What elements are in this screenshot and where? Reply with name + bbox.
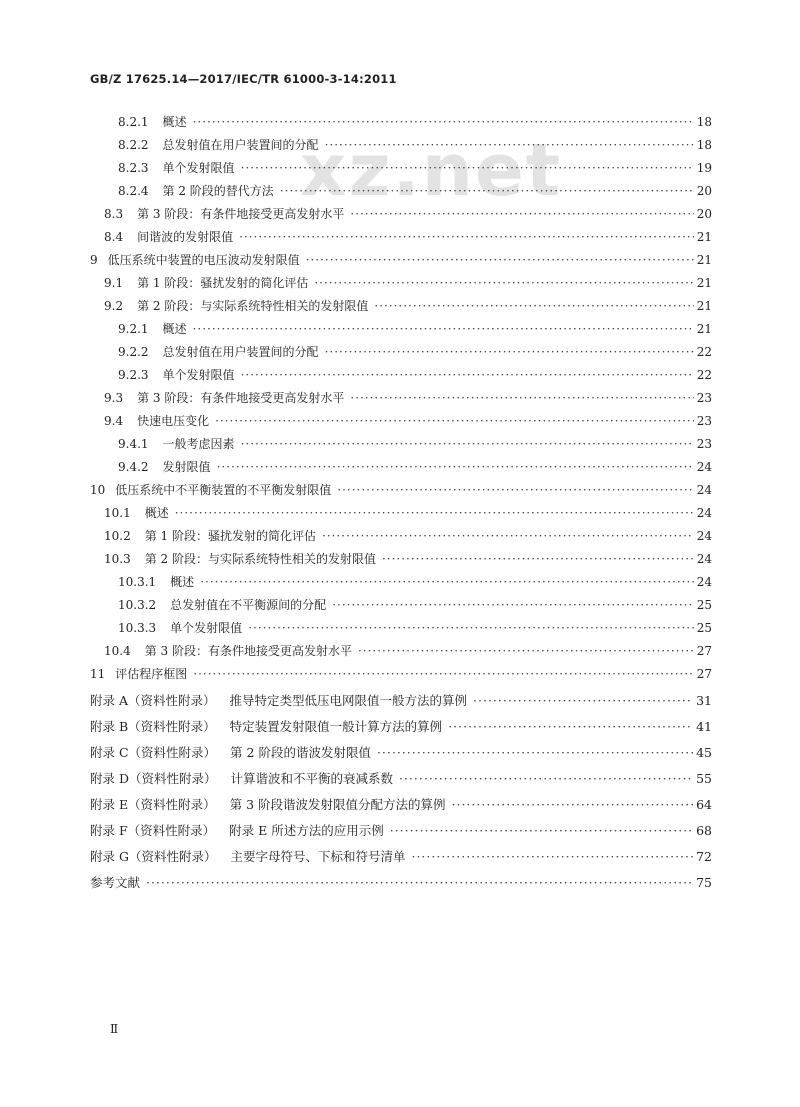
- toc-entry-title: 第 1 阶段：骚扰发射的简化评估: [144, 529, 316, 543]
- toc-entry-title: 低压系统中装置的电压波动发射限值: [107, 253, 300, 267]
- toc-entry-title: 单个发射限值: [162, 161, 235, 175]
- toc-entry-page: 55: [696, 771, 712, 786]
- toc-entry[interactable]: [118, 596, 712, 613]
- toc-entry[interactable]: [118, 435, 712, 452]
- toc-leader-dots: [399, 771, 693, 786]
- toc-entry-title: 间谐波的发射限值: [137, 230, 234, 244]
- toc-entry-number: 附录 E（资料性附录）: [90, 797, 216, 812]
- toc-entry-number: 9.4: [104, 414, 124, 428]
- toc-entry-page: 21: [696, 276, 712, 290]
- watermark-logo: xz.net: [300, 128, 563, 212]
- toc-leader-dots: [146, 875, 693, 890]
- toc-entry[interactable]: [118, 320, 712, 337]
- toc-entry-title: 快速电压变化: [137, 414, 210, 428]
- toc-entry-page: 64: [696, 797, 712, 812]
- toc-entry-title: 总发射值在用户装置间的分配: [162, 345, 319, 359]
- toc-entry-annex-g[interactable]: [90, 847, 712, 865]
- toc-entry-title: 单个发射限值: [170, 621, 243, 635]
- toc-entry-page: 25: [696, 621, 712, 635]
- toc-entry-page: 20: [696, 207, 712, 221]
- toc-entry-number: 附录 D（资料性附录）: [90, 771, 217, 786]
- toc-leader-dots: [350, 391, 693, 405]
- toc-entry[interactable]: [104, 504, 712, 521]
- toc-entry[interactable]: [104, 412, 712, 429]
- toc-entry-number: 10.3.2: [118, 598, 157, 612]
- toc-leader-dots: [193, 667, 693, 681]
- toc-leader-dots: [241, 161, 694, 175]
- toc-entry[interactable]: [90, 251, 712, 268]
- toc-entry-number: 附录 F（资料性附录）: [90, 823, 216, 838]
- toc-entry-page: 75: [696, 875, 712, 890]
- toc-entry-number: 9.4.1: [118, 437, 149, 451]
- toc-entry-title: 概述: [144, 506, 169, 520]
- toc-entry-page: 21: [696, 253, 712, 267]
- toc-entry[interactable]: [104, 642, 712, 659]
- toc-leader-dots: [215, 414, 694, 428]
- toc-entry-title: 主要字母符号、下标和符号清单: [230, 849, 406, 864]
- toc-leader-dots: [332, 598, 694, 612]
- toc-leader-dots: [314, 276, 693, 290]
- toc-leader-dots: [239, 230, 694, 244]
- toc-entry-page: 23: [696, 391, 712, 405]
- toc-leader-dots: [382, 552, 694, 566]
- toc-entry-title: 概述: [162, 322, 187, 336]
- toc-entry-annex-d[interactable]: [90, 769, 712, 787]
- toc-entry[interactable]: [118, 366, 712, 383]
- toc-entry[interactable]: [104, 228, 712, 245]
- toc-entry[interactable]: [118, 136, 712, 153]
- toc-entry-number: 10: [90, 483, 106, 497]
- toc-leader-dots: [377, 745, 693, 760]
- toc-leader-dots: [325, 345, 694, 359]
- toc-entry[interactable]: [104, 550, 712, 567]
- toc-leader-dots: [325, 138, 694, 152]
- toc-entry-number: 8.4: [104, 230, 124, 244]
- toc-leader-dots: [306, 253, 694, 267]
- toc-entry-page: 24: [696, 460, 712, 474]
- toc-entry-title: 低压系统中不平衡装置的不平衡发射限值: [115, 483, 332, 497]
- toc-leader-dots: [241, 368, 694, 382]
- toc-entry[interactable]: [118, 343, 712, 360]
- toc-entry-page: 23: [696, 437, 712, 451]
- toc-leader-dots: [241, 437, 694, 451]
- toc-entry-page: 18: [696, 138, 712, 152]
- toc-entry-number: 9.2: [104, 299, 124, 313]
- toc-entry-page: 27: [696, 644, 712, 658]
- toc-entry[interactable]: [118, 458, 712, 475]
- toc-entry-number: 9.2.1: [118, 322, 149, 336]
- toc-entry-title: 第 2 阶段：与实际系统特性相关的发射限值: [137, 299, 369, 313]
- toc-entry-number: 8.2.1: [118, 115, 149, 129]
- toc-entry[interactable]: [118, 619, 712, 636]
- toc-entry-annex-e[interactable]: [90, 795, 712, 813]
- toc-entry-page: 24: [696, 506, 712, 520]
- toc-entry[interactable]: [118, 113, 712, 130]
- toc-entry-page: 23: [696, 414, 712, 428]
- toc-entry-page: 31: [696, 693, 712, 708]
- toc-entry-page: 25: [696, 598, 712, 612]
- toc-entry[interactable]: [118, 159, 712, 176]
- toc-entry-title: 附录 E 所述方法的应用示例: [229, 823, 384, 838]
- toc-entry-annex-c[interactable]: [90, 743, 712, 761]
- toc-entry-number: 9.3: [104, 391, 124, 405]
- toc-entry-annex-a[interactable]: [90, 691, 712, 709]
- toc-entry[interactable]: [90, 481, 712, 498]
- toc-entry-number: 9: [90, 253, 98, 267]
- toc-entry-annex-f[interactable]: [90, 821, 712, 839]
- toc-entry-page: 22: [696, 345, 712, 359]
- toc-leader-dots: [411, 849, 693, 864]
- toc-entry-page: 27: [696, 667, 712, 681]
- toc-leader-dots: [452, 797, 694, 812]
- toc-entry-page: 21: [696, 322, 712, 336]
- toc-entry[interactable]: [90, 665, 712, 682]
- toc-leader-dots: [358, 644, 694, 658]
- toc-entry-page: 41: [696, 719, 712, 734]
- toc-entry-number: 9.2.3: [118, 368, 149, 382]
- toc-leader-dots: [448, 719, 693, 734]
- toc-entry-title: 概述: [170, 575, 195, 589]
- toc-leader-dots: [337, 483, 693, 497]
- toc-entry-title: 第 3 阶段：有条件地接受更高发射水平: [137, 391, 345, 405]
- toc-entry-number: 附录 B（资料性附录）: [90, 719, 216, 734]
- toc-entry-number: 9.1: [104, 276, 124, 290]
- toc-entry-number: 10.4: [104, 644, 131, 658]
- toc-entry-title: 第 2 阶段的替代方法: [162, 184, 274, 198]
- toc-leader-dots: [350, 207, 693, 221]
- toc-entry-number: 8.2.2: [118, 138, 149, 152]
- toc-leader-dots: [200, 575, 694, 589]
- toc-entry-page: 24: [696, 552, 712, 566]
- page-number-footer: Ⅱ: [110, 1022, 119, 1036]
- toc-entry-page: 24: [696, 529, 712, 543]
- toc-entry-title: 第 3 阶段谐波发射限值分配方法的算例: [229, 797, 446, 812]
- document-code-header: GB/Z 17625.14—2017/IEC/TR 61000-3-14:2011: [90, 72, 397, 86]
- toc-entry-number: 附录 C（资料性附录）: [90, 745, 217, 760]
- toc-entry-title: 参考文献: [90, 875, 141, 890]
- toc-entry-page: 24: [696, 575, 712, 589]
- toc-entry-number: 10.3: [104, 552, 131, 566]
- toc-entry-title: 特定装置发射限值一般计算方法的算例: [229, 719, 443, 734]
- toc-entry[interactable]: [104, 389, 712, 406]
- toc-entry-page: 19: [696, 161, 712, 175]
- toc-entry-number: 10.3.3: [118, 621, 157, 635]
- toc-entry-title: 概述: [162, 115, 187, 129]
- toc-entry[interactable]: [118, 573, 712, 590]
- toc-leader-dots: [193, 115, 694, 129]
- toc-entry-page: 24: [696, 483, 712, 497]
- toc-entry-page: 20: [696, 184, 712, 198]
- toc-entry-number: 8.3: [104, 207, 124, 221]
- toc-leader-dots: [193, 322, 694, 336]
- toc-entry-number: 10.3.1: [118, 575, 157, 589]
- toc-entry-number: 10.1: [104, 506, 131, 520]
- toc-entry-title: 计算谐波和不平衡的衰减系数: [230, 771, 394, 786]
- toc-entry-title: 推导特定类型低压电网限值一般方法的算例: [229, 693, 468, 708]
- toc-entry-page: 18: [696, 115, 712, 129]
- toc-entry-title: 总发射值在不平衡源间的分配: [170, 598, 327, 612]
- toc-entry-title: 第 1 阶段：骚扰发射的简化评估: [137, 276, 309, 290]
- toc-entry-page: 45: [696, 745, 712, 760]
- toc-entry-title: 第 2 阶段：与实际系统特性相关的发射限值: [144, 552, 376, 566]
- toc-leader-dots: [322, 529, 694, 543]
- toc-entry-title: 第 2 阶段的谐波发射限值: [230, 745, 371, 760]
- toc-leader-dots: [280, 184, 694, 198]
- toc-entry-title: 发射限值: [162, 460, 211, 474]
- toc-entry[interactable]: [118, 182, 712, 199]
- toc-entry-number: 9.4.2: [118, 460, 149, 474]
- toc-entry-number: 附录 G（资料性附录）: [90, 849, 217, 864]
- toc-entry-number: 附录 A（资料性附录）: [90, 693, 216, 708]
- toc-entry[interactable]: [104, 205, 712, 222]
- toc-entry-number: 11: [90, 667, 106, 681]
- toc-entry-bibliography[interactable]: [90, 873, 712, 891]
- toc-entry-number: 8.2.4: [118, 184, 149, 198]
- toc-entry-number: 10.2: [104, 529, 131, 543]
- toc-leader-dots: [217, 460, 694, 474]
- toc-entry-title: 一般考虑因素: [162, 437, 235, 451]
- toc-leader-dots: [473, 693, 693, 708]
- toc-leader-dots: [374, 299, 693, 313]
- toc-entry-page: 21: [696, 230, 712, 244]
- toc-entry-page: 22: [696, 368, 712, 382]
- toc-entry-title: 总发射值在用户装置间的分配: [162, 138, 319, 152]
- toc-entry-title: 第 3 阶段：有条件地接受更高发射水平: [137, 207, 345, 221]
- toc-entry-title: 评估程序框图: [115, 667, 188, 681]
- toc-entry[interactable]: [104, 527, 712, 544]
- toc-leader-dots: [175, 506, 694, 520]
- toc-entry-number: 9.2.2: [118, 345, 149, 359]
- toc-leader-dots: [390, 823, 693, 838]
- toc-entry-page: 68: [696, 823, 712, 838]
- toc-entry-annex-b[interactable]: [90, 717, 712, 735]
- toc-entry-title: 单个发射限值: [162, 368, 235, 382]
- toc-entry-number: 8.2.3: [118, 161, 149, 175]
- toc-entry-page: 21: [696, 299, 712, 313]
- toc-entry-page: 72: [696, 849, 712, 864]
- toc-leader-dots: [248, 621, 694, 635]
- toc-entry[interactable]: [104, 297, 712, 314]
- toc-entry-title: 第 3 阶段：有条件地接受更高发射水平: [144, 644, 352, 658]
- toc-entry[interactable]: [104, 274, 712, 291]
